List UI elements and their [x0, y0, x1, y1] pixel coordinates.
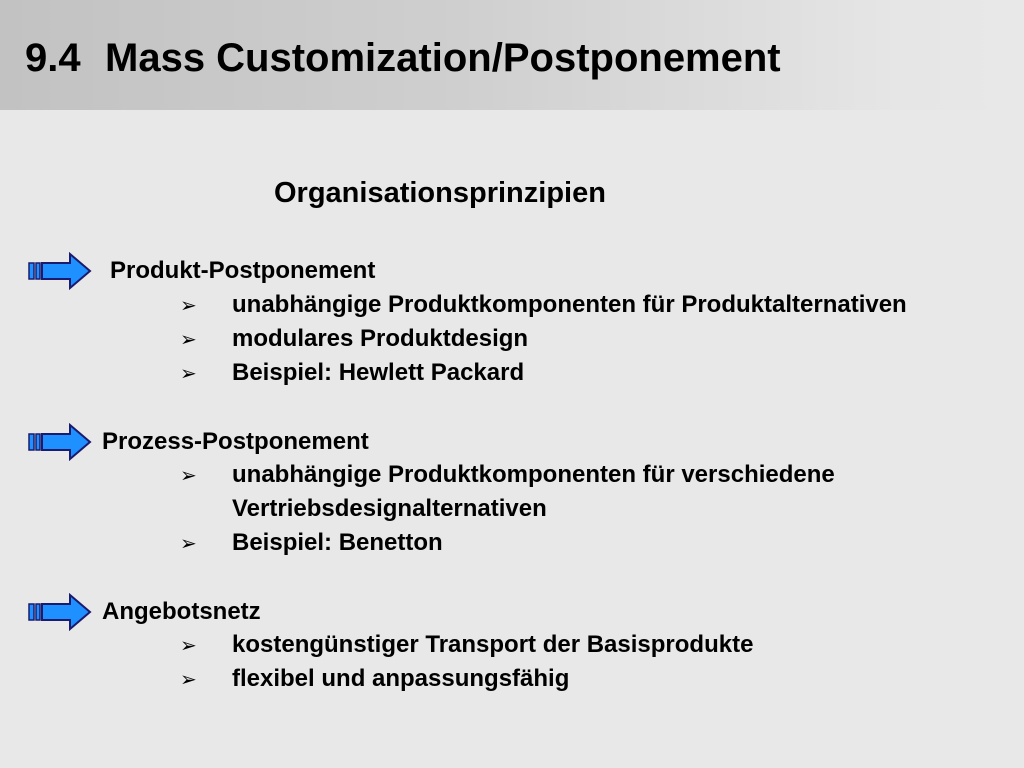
arrow-right-icon [28, 252, 92, 290]
section-label: Produkt-Postponement [110, 257, 376, 284]
arrowhead-bullet-icon: ➢ [180, 293, 197, 317]
arrow-right-icon [28, 593, 92, 631]
arrowhead-bullet-icon: ➢ [180, 667, 197, 691]
slide-subtitle: Organisationsprinzipien [274, 177, 606, 209]
arrowhead-bullet-icon: ➢ [180, 531, 197, 555]
section-produkt-postponement [0, 252, 500, 292]
section-label: Angebotsnetz [102, 598, 261, 625]
slide-title-text: Mass Customization/Postponement [105, 36, 781, 80]
section-prozess-postponement [0, 423, 500, 463]
arrowhead-bullet-icon: ➢ [180, 327, 197, 351]
arrowhead-bullet-icon: ➢ [180, 463, 197, 487]
arrowhead-bullet-icon: ➢ [180, 633, 197, 657]
arrowhead-bullet-icon: ➢ [180, 361, 197, 385]
slide-number: 9.4 [25, 36, 81, 80]
arrow-right-icon [28, 423, 92, 461]
slide-title [25, 34, 781, 82]
section-angebotsnetz [0, 593, 500, 633]
section-label: Prozess-Postponement [102, 428, 369, 455]
